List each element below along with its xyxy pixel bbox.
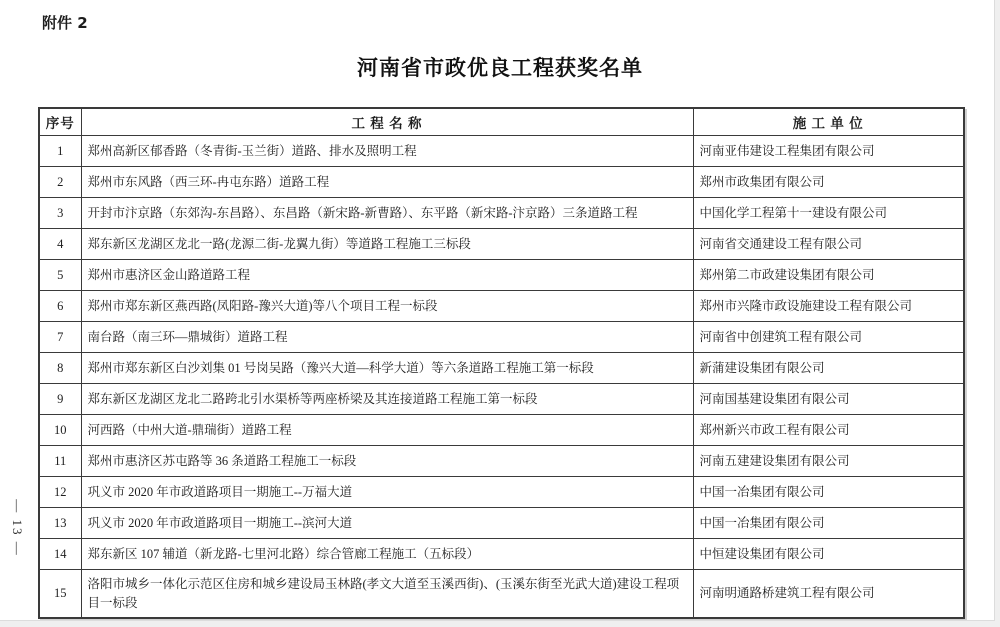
cell-construction-unit: 河南明通路桥建筑工程有限公司: [693, 570, 964, 619]
cell-construction-unit: 中国一冶集团有限公司: [693, 508, 964, 539]
cell-construction-unit: 中国一冶集团有限公司: [693, 477, 964, 508]
cell-construction-unit: 郑州第二市政建设集团有限公司: [693, 260, 964, 291]
page-number-vertical: — 13 —: [10, 499, 25, 557]
awards-table: [38, 107, 965, 619]
cell-serial-no: 5: [39, 260, 81, 291]
cell-construction-unit: 中恒建设集团有限公司: [693, 539, 964, 570]
page-title: 河南省市政优良工程获奖名单: [357, 56, 643, 80]
cell-serial-no: 2: [39, 167, 81, 198]
table-row: [39, 291, 964, 322]
header-cell-serial-no: 序号: [39, 108, 81, 136]
cell-serial-no: 7: [39, 322, 81, 353]
cell-project-name: 南台路（南三环—鼎城街）道路工程: [81, 322, 693, 353]
table-row: [39, 508, 964, 539]
cell-construction-unit: 河南省交通建设工程有限公司: [693, 229, 964, 260]
table-row: [39, 539, 964, 570]
cell-project-name: 郑州市惠济区苏屯路等 36 条道路工程施工一标段: [81, 446, 693, 477]
cell-serial-no: 1: [39, 136, 81, 167]
cell-construction-unit: 郑州市政集团有限公司: [693, 167, 964, 198]
table-row: [39, 322, 964, 353]
cell-project-name: 郑州市郑东新区燕西路(凤阳路-豫兴大道)等八个项目工程一标段: [81, 291, 693, 322]
cell-serial-no: 11: [39, 446, 81, 477]
cell-construction-unit: 郑州市兴隆市政设施建设工程有限公司: [693, 291, 964, 322]
cell-serial-no: 13: [39, 508, 81, 539]
cell-project-name: 巩义市 2020 年市政道路项目一期施工--万福大道: [81, 477, 693, 508]
cell-serial-no: 14: [39, 539, 81, 570]
attachment-label: 附件 2: [42, 14, 88, 32]
cell-project-name: 郑州高新区郁香路（冬青街-玉兰街）道路、排水及照明工程: [81, 136, 693, 167]
cell-serial-no: 10: [39, 415, 81, 446]
table-row: [39, 353, 964, 384]
header-cell-project-name: 工 程 名 称: [81, 108, 693, 136]
cell-construction-unit: 新蒲建设集团有限公司: [693, 353, 964, 384]
cell-construction-unit: 河南亚伟建设工程集团有限公司: [693, 136, 964, 167]
table-row: [39, 570, 964, 619]
cell-construction-unit: 郑州新兴市政工程有限公司: [693, 415, 964, 446]
cell-project-name: 郑州市惠济区金山路道路工程: [81, 260, 693, 291]
cell-serial-no: 3: [39, 198, 81, 229]
cell-project-name: 河西路（中州大道-鼎瑞街）道路工程: [81, 415, 693, 446]
cell-serial-no: 6: [39, 291, 81, 322]
cell-construction-unit: 河南五建建设集团有限公司: [693, 446, 964, 477]
table-body: [39, 136, 964, 619]
table-row: [39, 198, 964, 229]
cell-construction-unit: 中国化学工程第十一建设有限公司: [693, 198, 964, 229]
cell-construction-unit: 河南国基建设集团有限公司: [693, 384, 964, 415]
table-row: [39, 477, 964, 508]
cell-serial-no: 4: [39, 229, 81, 260]
table-row: [39, 446, 964, 477]
table-row: [39, 415, 964, 446]
cell-project-name: 郑东新区 107 辅道（新龙路-七里河北路）综合管廊工程施工（五标段）: [81, 539, 693, 570]
table-row: [39, 384, 964, 415]
cell-serial-no: 9: [39, 384, 81, 415]
cell-project-name: 洛阳市城乡一体化示范区住房和城乡建设局玉林路(孝文大道至玉溪西街)、(玉溪东街至光武大道)建设工程项目一标段: [81, 570, 693, 619]
cell-serial-no: 12: [39, 477, 81, 508]
table-row: [39, 167, 964, 198]
cell-construction-unit: 河南省中创建筑工程有限公司: [693, 322, 964, 353]
cell-project-name: 郑东新区龙湖区龙北一路(龙源二街-龙翼九街）等道路工程施工三标段: [81, 229, 693, 260]
cell-project-name: 郑东新区龙湖区龙北二路跨北引水渠桥等两座桥梁及其连接道路工程施工第一标段: [81, 384, 693, 415]
cell-serial-no: 15: [39, 570, 81, 619]
table-row: [39, 260, 964, 291]
header-cell-construction-unit: 施 工 单 位: [693, 108, 964, 136]
table-header-row: [39, 108, 964, 136]
table-row: [39, 229, 964, 260]
cell-serial-no: 8: [39, 353, 81, 384]
cell-project-name: 开封市汴京路（东郊沟-东昌路）、东昌路（新宋路-新曹路）、东平路（新宋路-汴京路）三条道路工程: [81, 198, 693, 229]
table-row: [39, 136, 964, 167]
cell-project-name: 巩义市 2020 年市政道路项目一期施工--滨河大道: [81, 508, 693, 539]
cell-project-name: 郑州市郑东新区白沙刘集 01 号岗吴路（豫兴大道—科学大道）等六条道路工程施工第一标段: [81, 353, 693, 384]
cell-project-name: 郑州市东风路（西三环-冉屯东路）道路工程: [81, 167, 693, 198]
